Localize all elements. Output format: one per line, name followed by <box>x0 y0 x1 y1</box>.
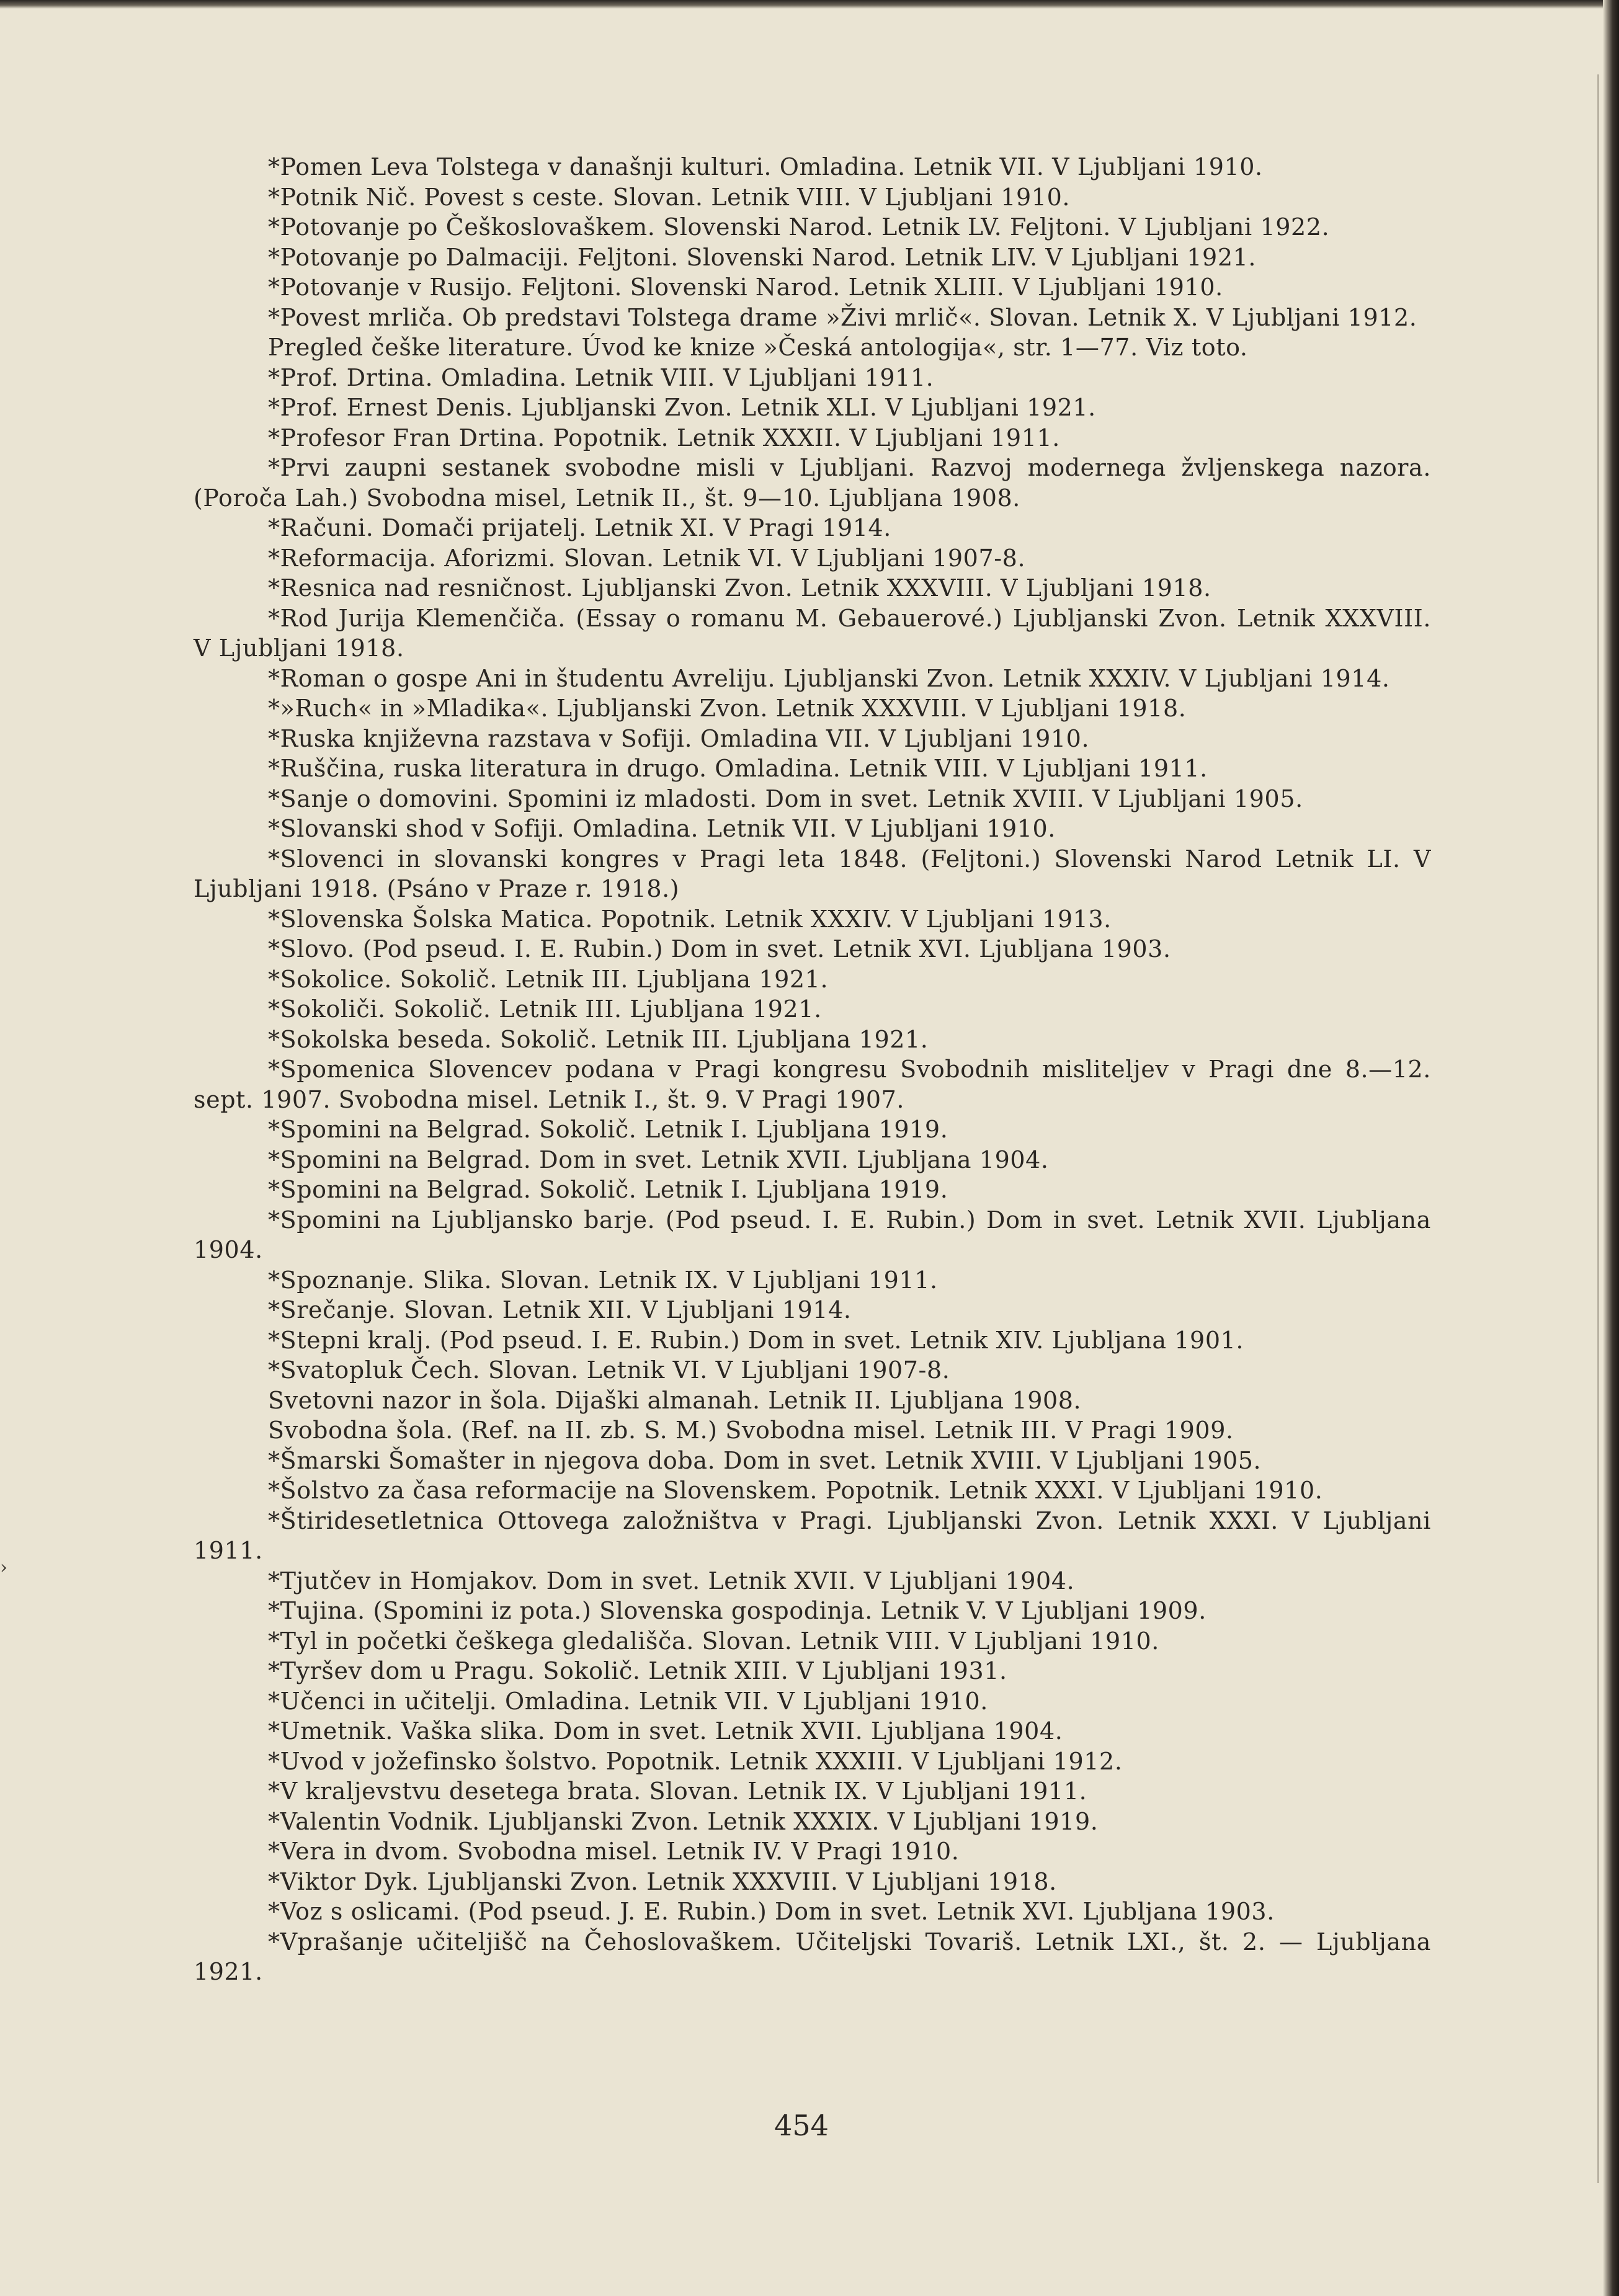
page-number: 454 <box>774 2109 829 2142</box>
bibliography-entry: *Spomini na Belgrad. Dom in svet. Letnik XVII. Ljubljana 1904. <box>268 1146 1049 1173</box>
bibliography-entry: *Šolstvo za časa reformacije na Slovenskem. Popotnik. Letnik XXXI. V Ljubljani 1910. <box>268 1477 1323 1504</box>
bibliography-entry: *Povest mrliča. Ob predstavi Tolstega drame »Živi mrlič«. Slovan. Letnik X. V Ljubljani 1912. <box>268 303 1417 331</box>
bibliography-entry: *Sokolice. Sokolič. Letnik III. Ljubljana 1921. <box>268 965 829 993</box>
bibliography-entry: *V kraljevstvu desetega brata. Slovan. Letnik IX. V Ljubljani 1911. <box>268 1778 1087 1805</box>
bibliography-entry: *Vprašanje učiteljišč na Čehoslovaškem. Učiteljski Tovariš. Letnik LXI., št. 2. — Ljubljana 1921. <box>194 1928 1431 1985</box>
bibliography-entry: *Štiridesetletnica Ottovega založništva v Pragi. Ljubljanski Zvon. Letnik XXXI. V Ljubljani 1911. <box>194 1506 1431 1564</box>
bibliography-entry: *Prvi zaupni sestanek svobodne misli v Ljubljani. Razvoj modernega žvljenskega nazora. (Poroča Lah.) Svobodna misel, Letnik II., št. 9—10. Ljubljana 1908. <box>194 454 1431 512</box>
bibliography-entry: *Svatopluk Čech. Slovan. Letnik VI. V Ljubljani 1907-8. <box>268 1356 950 1384</box>
bibliography-entry: *Tjutčev in Homjakov. Dom in svet. Letnik XVII. V Ljubljani 1904. <box>268 1567 1075 1595</box>
bibliography-entry: *Srečanje. Slovan. Letnik XII. V Ljubljani 1914. <box>268 1296 852 1324</box>
bibliography-entry: *Tujina. (Spomini iz pota.) Slovenska gospodinja. Letnik V. V Ljubljani 1909. <box>268 1597 1206 1624</box>
bibliography-entry: *Resnica nad resničnost. Ljubljanski Zvon. Letnik XXXVIII. V Ljubljani 1918. <box>268 574 1211 602</box>
book-spine-edge <box>1603 0 1619 2296</box>
bibliography-list <box>194 152 1431 1987</box>
bibliography-entry: *Potovanje v Rusijo. Feljtoni. Slovenski Narod. Letnik XLIII. V Ljubljani 1910. <box>268 274 1223 301</box>
bibliography-entry: *Spomini na Belgrad. Sokolič. Letnik I. Ljubljana 1919. <box>268 1116 948 1143</box>
bibliography-entry: *Roman o gospe Ani in študentu Avreliju. Ljubljanski Zvon. Letnik XXXIV. V Ljubljani 1914. <box>268 664 1390 692</box>
bibliography-entry: *Vera in dvom. Svobodna misel. Letnik IV. V Pragi 1910. <box>268 1838 960 1865</box>
bibliography-entry: *Spomenica Slovencev podana v Pragi kongresu Svobodnih misliteljev v Pragi dne 8.—12. sept. 1907. Svobodna misel. Letnik I., št. 9. V Pragi 1907. <box>194 1056 1431 1113</box>
bibliography-entry: *Potovanje po Češkoslovaškem. Slovenski Narod. Letnik LV. Feljtoni. V Ljubljani 1922. <box>268 213 1330 241</box>
bibliography-entry: *Slovanski shod v Sofiji. Omladina. Letnik VII. V Ljubljani 1910. <box>268 815 1056 842</box>
bibliography-entry: *Spoznanje. Slika. Slovan. Letnik IX. V Ljubljani 1911. <box>268 1266 938 1294</box>
bibliography-entry: *»Ruch« in »Mladika«. Ljubljanski Zvon. Letnik XXXVIII. V Ljubljani 1918. <box>268 695 1187 722</box>
bibliography-entry: *Tyl in početki češkega gledališča. Slovan. Letnik VIII. V Ljubljani 1910. <box>268 1627 1159 1655</box>
bibliography-entry: Svobodna šola. (Ref. na II. zb. S. M.) Svobodna misel. Letnik III. V Pragi 1909. <box>268 1417 1234 1444</box>
bibliography-entry: *Slovenci in slovanski kongres v Pragi leta 1848. (Feljtoni.) Slovenski Narod Letnik LI. V Ljubljani 1918. (Psáno v Praze r. 1918.) <box>194 845 1431 902</box>
bibliography-entry: *Pomen Leva Tolstega v današnji kulturi. Omladina. Letnik VII. V Ljubljani 1910. <box>268 153 1263 180</box>
bibliography-entry: *Šmarski Šomašter in njegova doba. Dom in svet. Letnik XVIII. V Ljubljani 1905. <box>268 1446 1262 1474</box>
bibliography-entry: *Spomini na Belgrad. Sokolič. Letnik I. Ljubljana 1919. <box>268 1176 948 1203</box>
bibliography-entry: *Slovenska Šolska Matica. Popotnik. Letnik XXXIV. V Ljubljani 1913. <box>268 905 1112 933</box>
bibliography-entry: *Potovanje po Dalmaciji. Feljtoni. Slovenski Narod. Letnik LIV. V Ljubljani 1921. <box>268 243 1257 271</box>
bibliography-entry: *Rod Jurija Klemenčiča. (Essay o romanu M. Gebauerové.) Ljubljanski Zvon. Letnik XXXVIII. V Ljubljani 1918. <box>194 604 1431 662</box>
bibliography-entry: *Računi. Domači prijatelj. Letnik XI. V Pragi 1914. <box>268 514 891 541</box>
bibliography-entry: *Učenci in učitelji. Omladina. Letnik VII. V Ljubljani 1910. <box>268 1687 988 1715</box>
bibliography-entry: *Potnik Nič. Povest s ceste. Slovan. Letnik VIII. V Ljubljani 1910. <box>268 183 1071 211</box>
bibliography-entry: *Ruska književna razstava v Sofiji. Omladina VII. V Ljubljani 1910. <box>268 724 1090 752</box>
page-edge-line <box>1597 74 1599 2183</box>
bibliography-entry: *Sokolska beseda. Sokolič. Letnik III. Ljubljana 1921. <box>268 1025 929 1053</box>
bibliography-entry: *Prof. Drtina. Omladina. Letnik VIII. V Ljubljani 1911. <box>268 363 934 391</box>
bibliography-entry: *Ruščina, ruska literatura in drugo. Omladina. Letnik VIII. V Ljubljani 1911. <box>268 755 1208 782</box>
bibliography-entry: *Slovo. (Pod pseud. I. E. Rubin.) Dom in svet. Letnik XVI. Ljubljana 1903. <box>268 935 1171 963</box>
bibliography-entry: *Sanje o domovini. Spomini iz mladosti. Dom in svet. Letnik XVIII. V Ljubljani 1905. <box>268 785 1303 812</box>
bibliography-entry: *Valentin Vodnik. Ljubljanski Zvon. Letnik XXXIX. V Ljubljani 1919. <box>268 1807 1099 1835</box>
bibliography-entry: *Tyršev dom u Pragu. Sokolič. Letnik XIII. V Ljubljani 1931. <box>268 1657 1007 1684</box>
bibliography-entry: *Prof. Ernest Denis. Ljubljanski Zvon. Letnik XLI. V Ljubljani 1921. <box>268 394 1096 421</box>
bibliography-entry: *Sokoliči. Sokolič. Letnik III. Ljubljana 1921. <box>268 995 822 1023</box>
bibliography-entry: *Reformacija. Aforizmi. Slovan. Letnik VI. V Ljubljani 1907-8. <box>268 544 1026 572</box>
bibliography-entry: *Umetnik. Vaška slika. Dom in svet. Letnik XVII. Ljubljana 1904. <box>268 1717 1063 1745</box>
bibliography-entry: *Viktor Dyk. Ljubljanski Zvon. Letnik XXXVIII. V Ljubljani 1918. <box>268 1867 1057 1895</box>
bibliography-entry: *Uvod v jožefinsko šolstvo. Popotnik. Letnik XXXIII. V Ljubljani 1912. <box>268 1747 1123 1775</box>
bibliography-entry: Svetovni nazor in šola. Dijaški almanah. Letnik II. Ljubljana 1908. <box>268 1386 1082 1414</box>
bibliography-entry: Pregled češke literature. Úvod ke knize »Česká antologija«, str. 1—77. Viz toto. <box>268 334 1248 361</box>
bibliography-entry: *Stepni kralj. (Pod pseud. I. E. Rubin.) Dom in svet. Letnik XIV. Ljubljana 1901. <box>268 1326 1244 1354</box>
page-top-edge <box>0 0 1619 9</box>
bibliography-entry: *Spomini na Ljubljansko barje. (Pod pseud. I. E. Rubin.) Dom in svet. Letnik XVII. Ljubljana 1904. <box>194 1206 1431 1263</box>
margin-mark: › <box>0 1557 7 1578</box>
bibliography-entry: *Voz s oslicami. (Pod pseud. J. E. Rubin.) Dom in svet. Letnik XVI. Ljubljana 1903. <box>268 1898 1275 1925</box>
bibliography-entry: *Profesor Fran Drtina. Popotnik. Letnik XXXII. V Ljubljani 1911. <box>268 424 1060 452</box>
